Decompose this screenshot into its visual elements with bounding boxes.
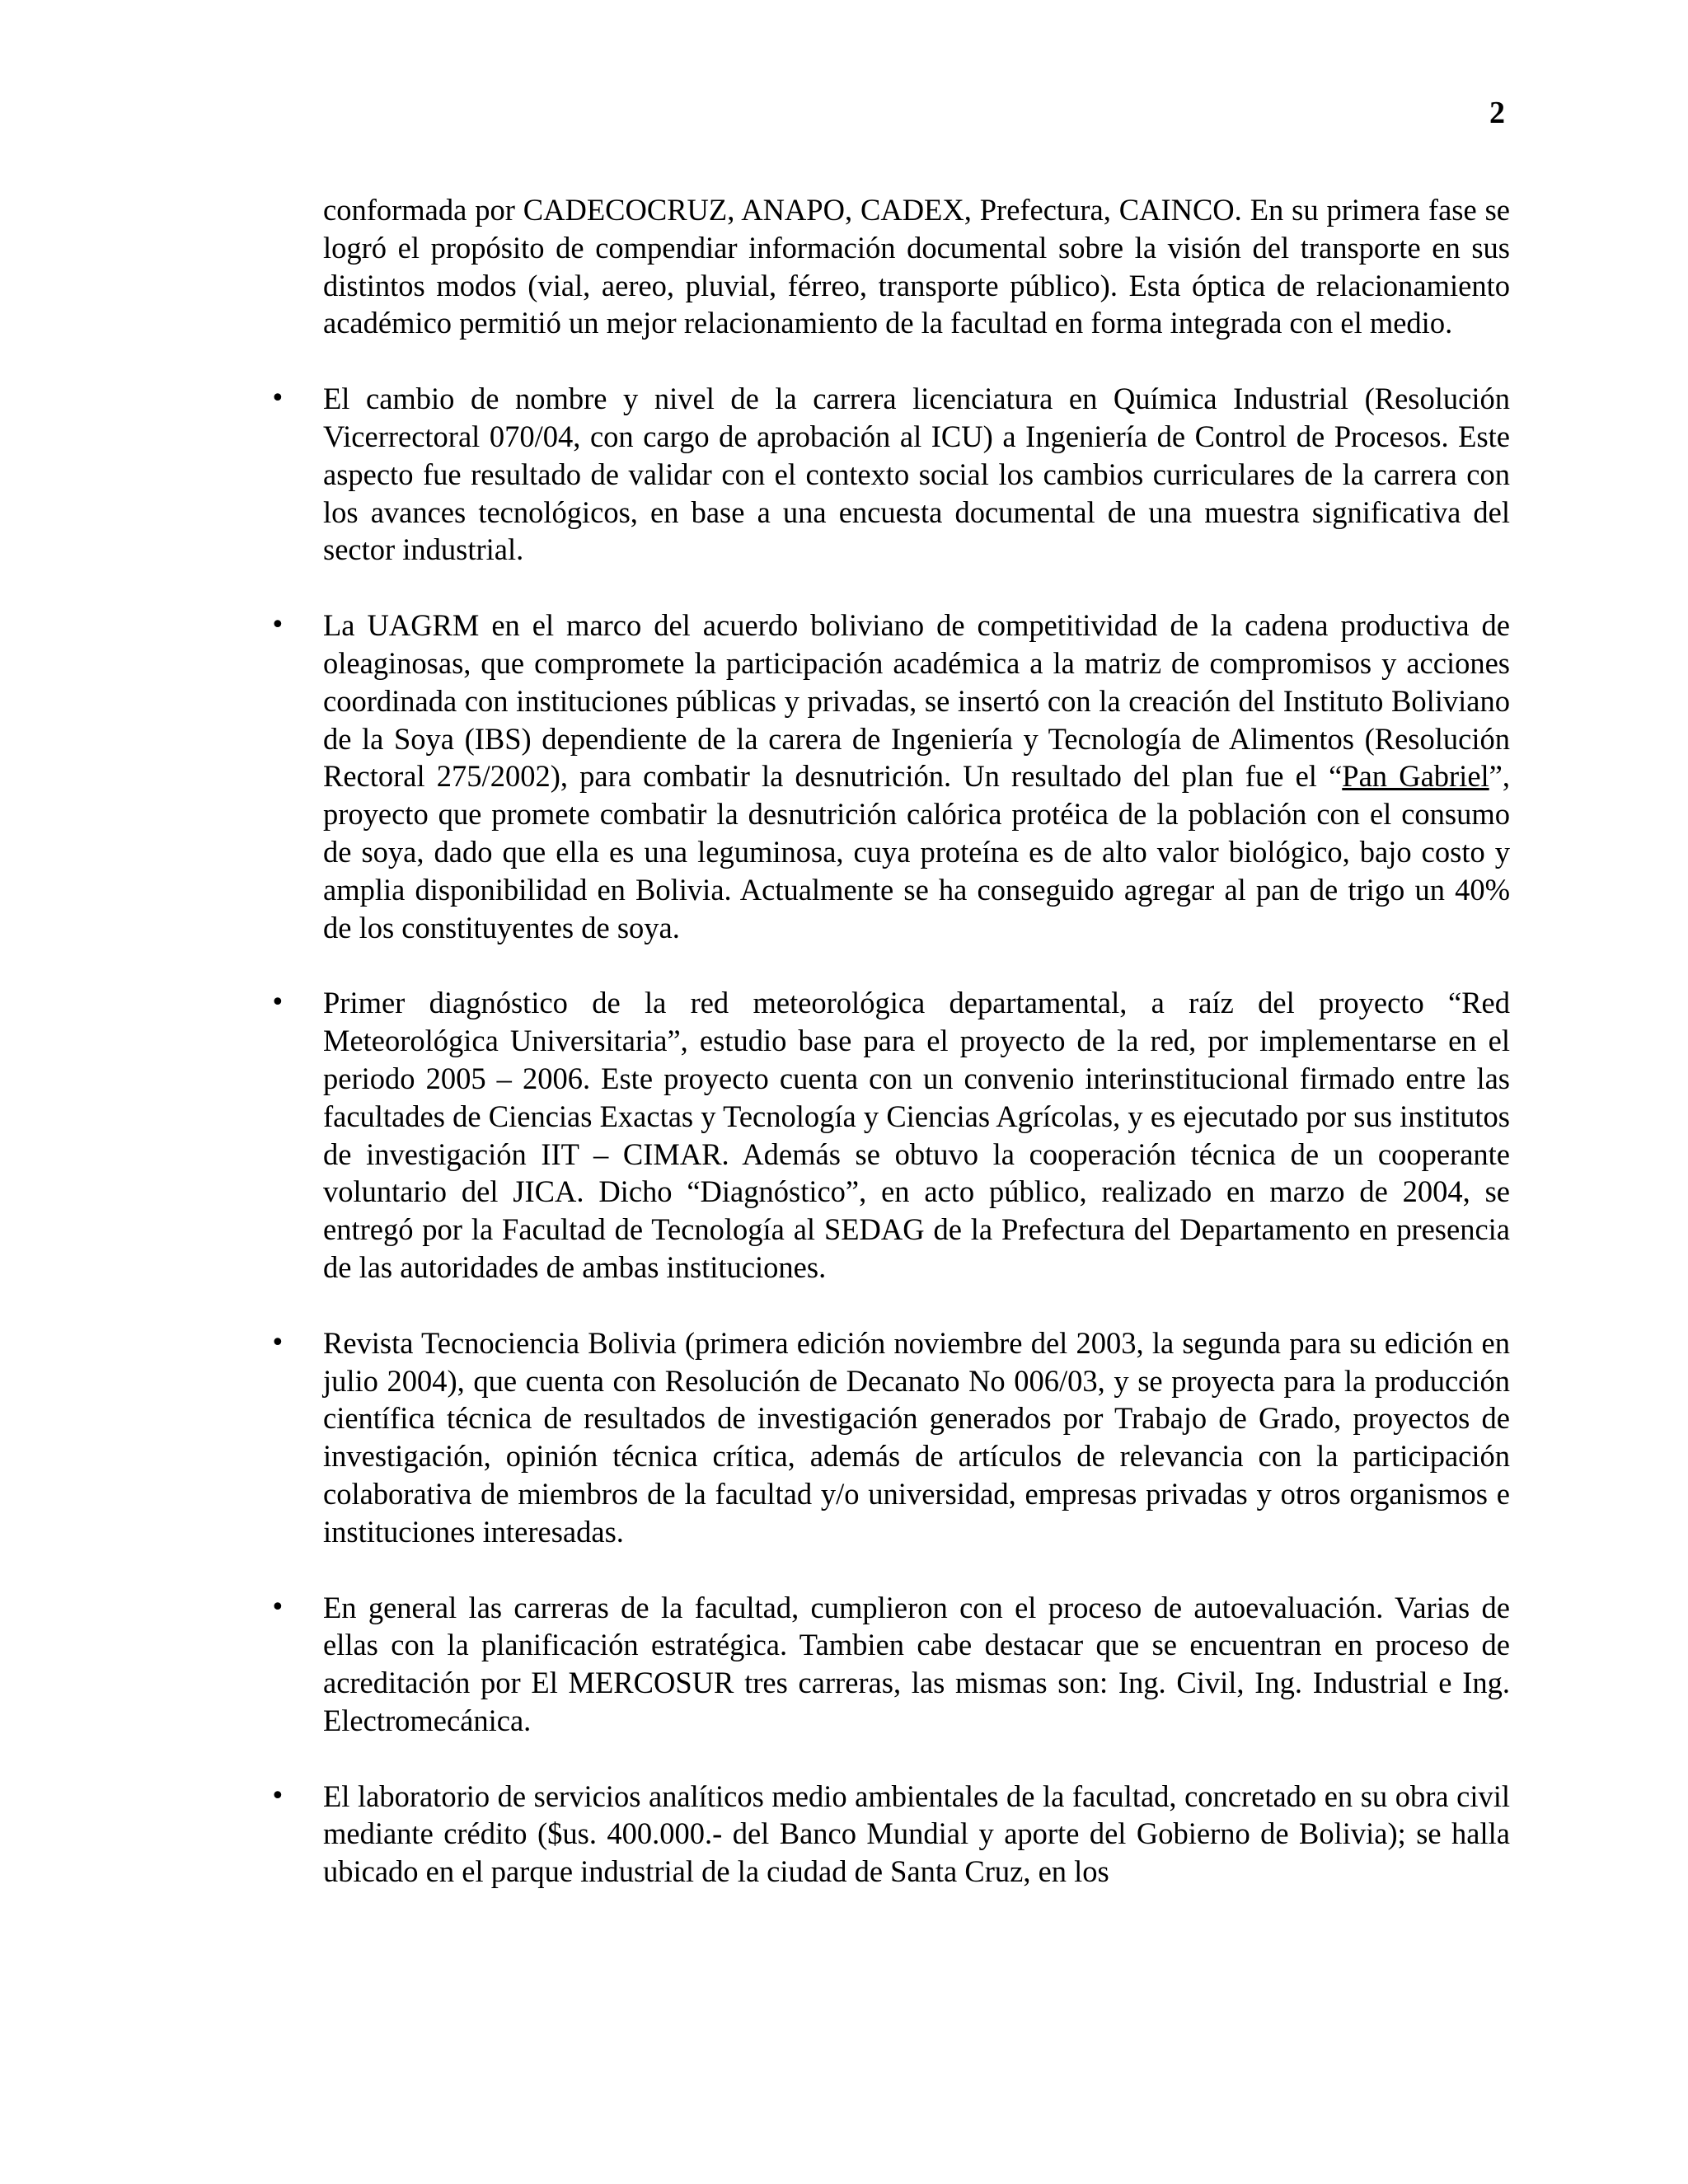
list-item-text: En general las carreras de la facultad, cumplieron con el proceso de autoevaluación. Varias de ellas con la planificación estratégica. Tambien cabe destacar que se encuentran en proceso de acreditación por El MERCOSUR tres carreras, las mismas son: Ing. Civil, Ing. Industrial e Ing. Electromecánica.: [323, 1590, 1510, 1737]
bullet-list: [270, 380, 1510, 1891]
bullet-icon: •: [270, 611, 285, 640]
bullet-icon: •: [270, 988, 285, 1018]
bullet-icon: •: [270, 1328, 285, 1357]
list-item-revista-tecnociencia: [270, 1324, 1510, 1551]
list-item-quimica-industrial: [270, 380, 1510, 569]
list-item-text-after: ”, proyecto que promete combatir la desnutrición calórica protéica de la población con el consumo de soya, dado que ella es una leguminosa, cuya proteína es de alto valor biológico, bajo costo y amplia disponibilidad en Bolivia. Actualmente se ha conseguido agregar al pan de trigo un 40% de los constituyentes de soya.: [323, 759, 1510, 944]
list-item-text: El cambio de nombre y nivel de la carrera licenciatura en Química Industrial (Resolución Vicerrectoral 070/04, con cargo de aprobación al ICU) a Ingeniería de Control de Procesos. Este aspecto fue resultado de validar con el contexto social los cambios curriculares de la carrera con los avances tecnológicos, en base a una encuesta documental de una muestra significativa del sector industrial.: [323, 382, 1510, 567]
bullet-icon: •: [270, 1781, 285, 1811]
document-body: [270, 191, 1510, 1929]
pan-gabriel-underlined: Pan Gabriel: [1342, 759, 1489, 794]
page-number: 2: [1489, 96, 1505, 130]
list-item-text: Primer diagnóstico de la red meteorológica departamental, a raíz del proyecto “Red Meteorológica Universitaria”, estudio base para el proyecto de la red, por implementarse en el periodo 2005 – 2006. Este proyecto cuenta con un convenio interinstitucional firmado entre las facultades de Ciencias Exactas y Tecnología y Ciencias Agrícolas, y es ejecutado por sus institutos de investigación IIT – CIMAR. Además se obtuvo la cooperación técnica de un cooperante voluntario del JICA. Dicho “Diagnóstico”, en acto público, realizado en marzo de 2004, se entregó por la Facultad de Tecnología al SEDAG de la Prefectura del Departamento en presencia de las autoridades de ambas instituciones.: [323, 986, 1510, 1284]
list-item-text: El laboratorio de servicios analíticos medio ambientales de la facultad, concretado en su obra civil mediante crédito ($us. 400.000.- del Banco Mundial y aporte del Gobierno de Bolivia); se halla ubicado en el parque industrial de la ciudad de Santa Cruz, en los: [323, 1779, 1510, 1889]
list-item-text-before: La UAGRM en el marco del acuerdo boliviano de competitividad de la cadena productiva de oleaginosas, que compromete la participación académica a la matriz de compromisos y acciones coordinada con instituciones públicas y privadas, se insertó con la creación del Instituto Boliviano de la Soya (IBS) dependiente de la carera de Ingeniería y Tecnología de Alimentos (Resolución Rectoral 275/2002), para combatir la desnutrición. Un resultado del plan fue el “: [323, 608, 1510, 794]
list-item-instituto-soya: [270, 607, 1510, 946]
list-item-autoevaluacion: [270, 1589, 1510, 1740]
list-item-text: Revista Tecnociencia Bolivia (primera edición noviembre del 2003, la segunda para su edición en julio 2004), que cuenta con Resolución de Decanato No 006/03, y se proyecta para la producción científica técnica de resultados de investigación generados por Trabajo de Grado, proyectos de investigación, opinión técnica crítica, además de artículos de relevancia con la participación colaborativa de miembros de la facultad y/o universidad, empresas privadas y otros organismos e instituciones interesadas.: [323, 1325, 1510, 1549]
bullet-icon: •: [270, 1592, 285, 1622]
list-item-red-meteorologica: [270, 984, 1510, 1286]
list-item-laboratorio: [270, 1778, 1510, 1891]
intro-paragraph: conformada por CADECOCRUZ, ANAPO, CADEX, Prefectura, CAINCO. En su primera fase se logró el propósito de compendiar información documental sobre la visión del transporte en sus distintos modos (vial, aereo, pluvial, férreo, transporte público). Esta óptica de relacionamiento académico permitió un mejor relacionamiento de la facultad en forma integrada con el medio.: [323, 193, 1510, 340]
bullet-icon: •: [270, 384, 285, 414]
